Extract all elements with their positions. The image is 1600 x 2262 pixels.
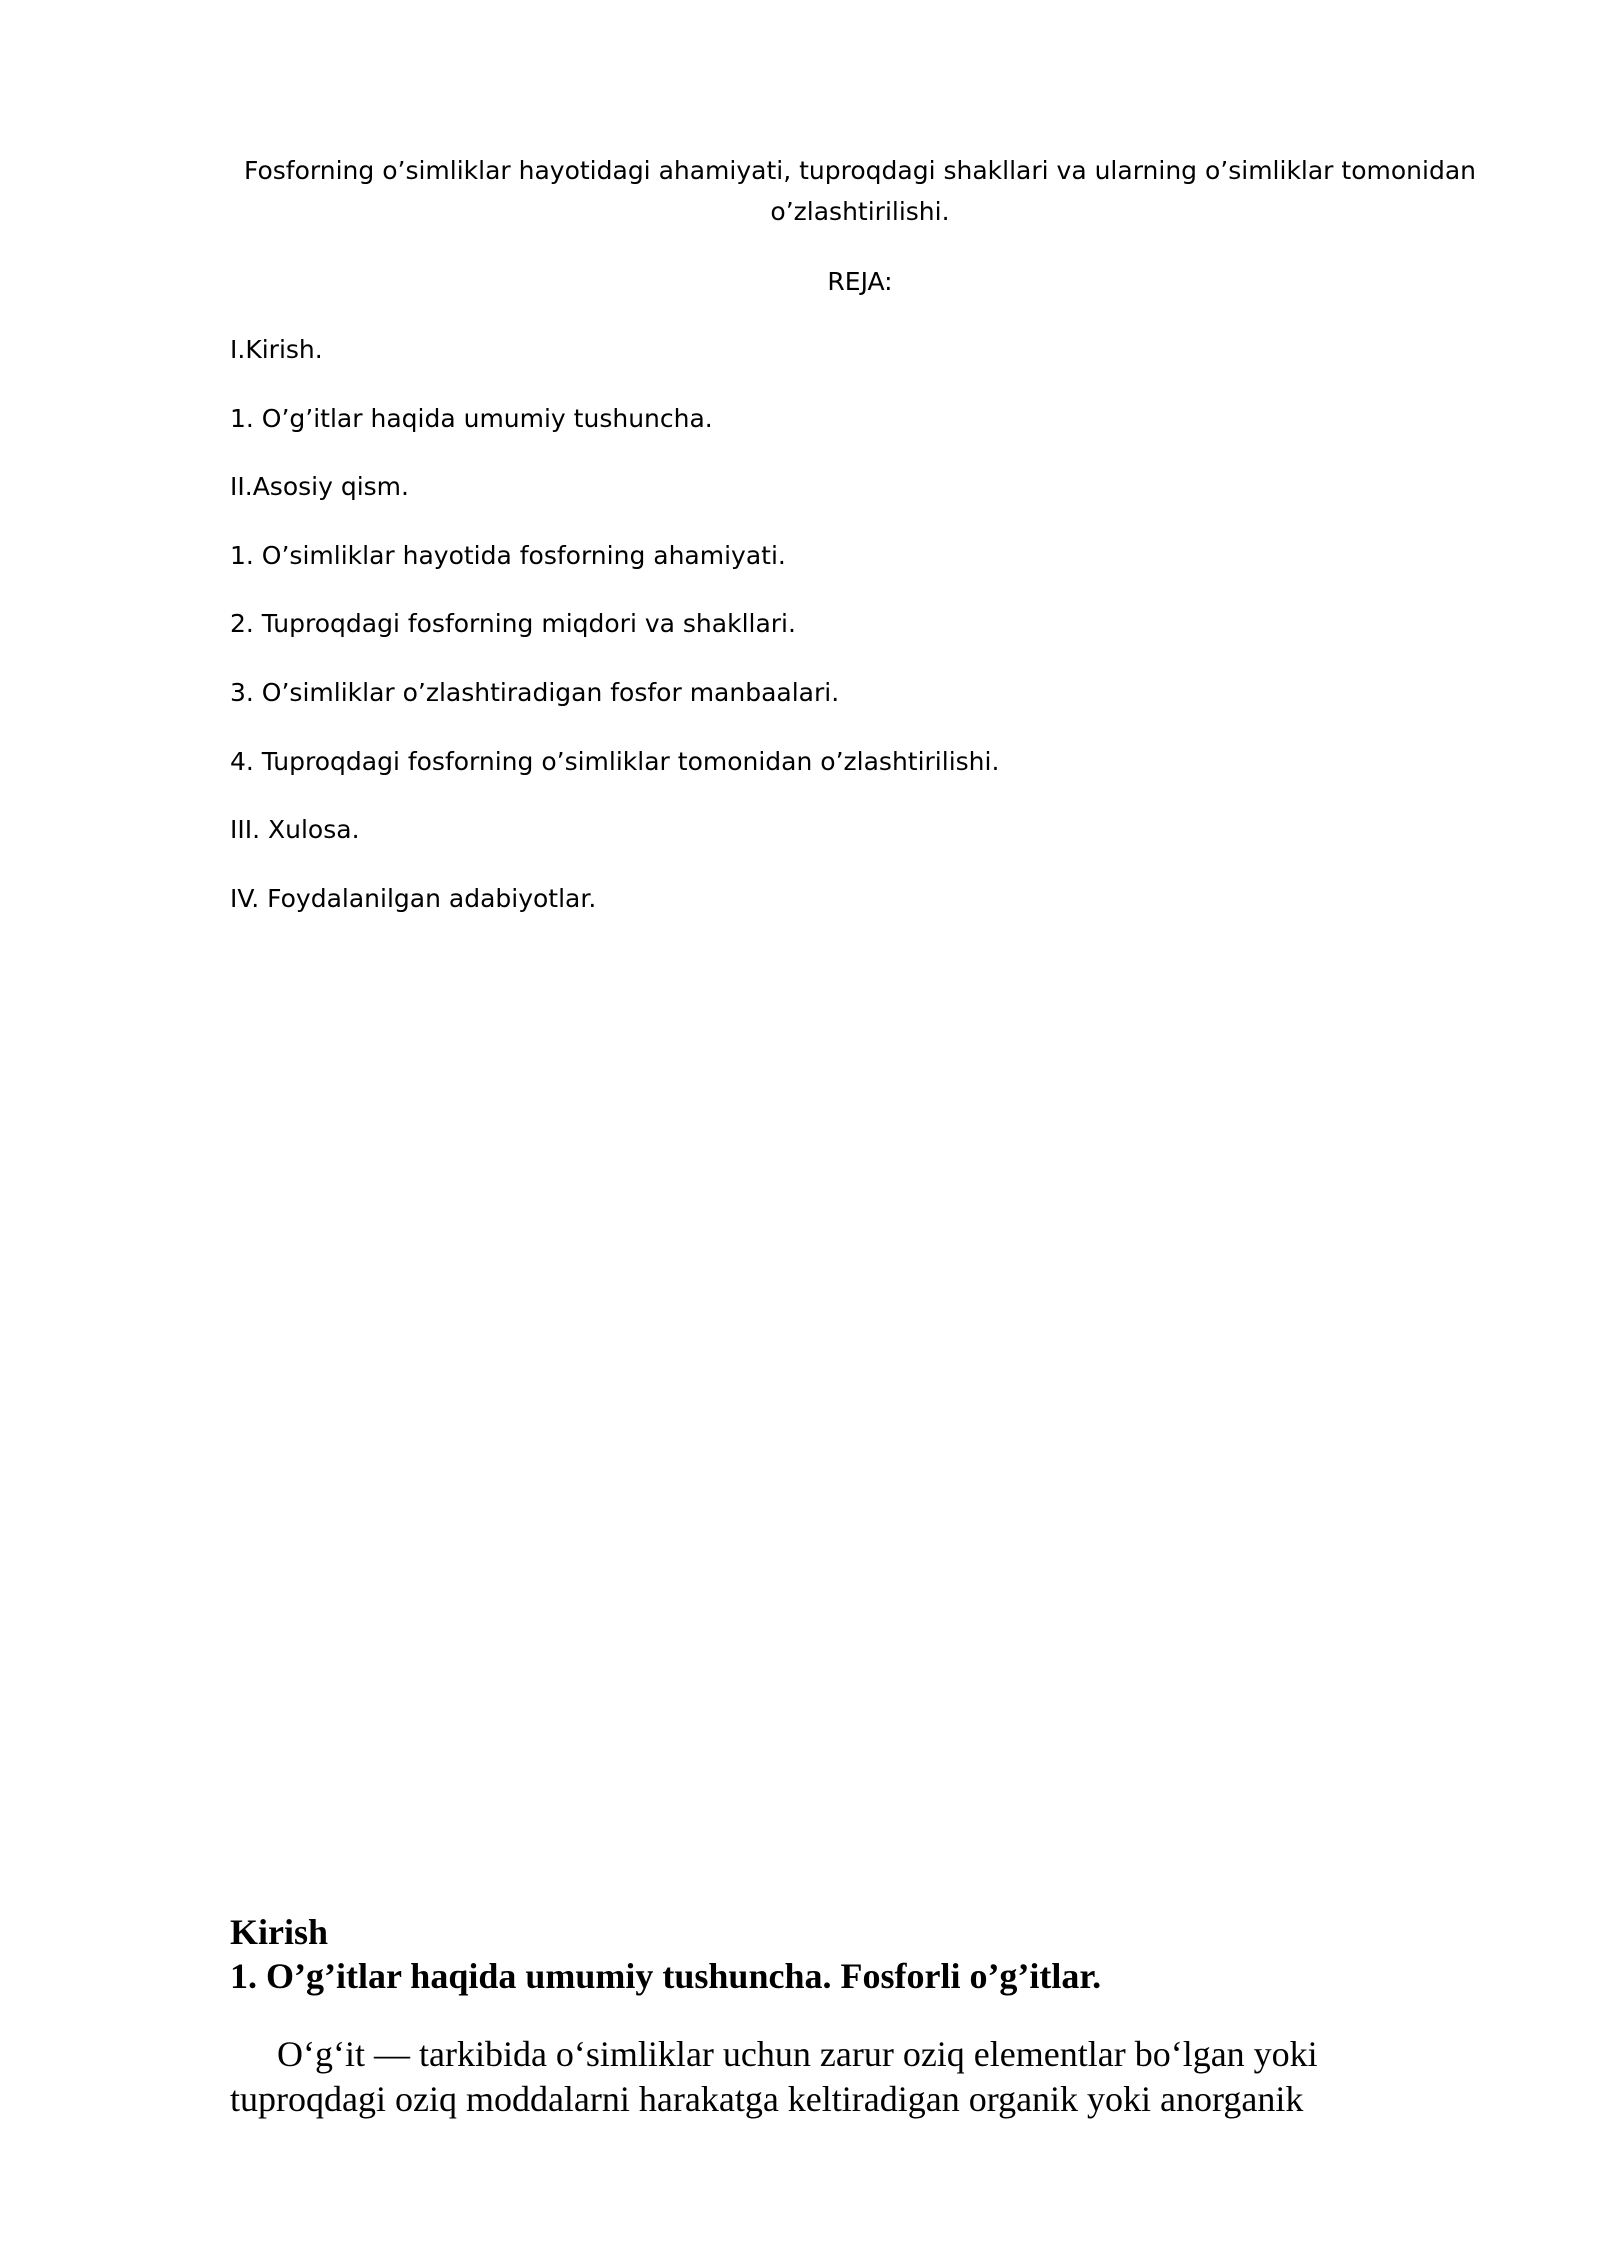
plan-item-intro-1: 1. O’g’itlar haqida umumiy tushuncha. (230, 403, 713, 433)
heading-section-1: 1. O’g’itlar haqida umumiy tushuncha. Fosforli o’g’itlar. (230, 1956, 1102, 1996)
heading-kirish: Kirish (230, 1912, 329, 1952)
plan-item-main-3: 3. O’simliklar o’zlashtiradigan fosfor manbaalari. (230, 677, 840, 707)
title-line-1: Fosforning o’simliklar hayotidagi ahamiyati, tuproqdagi shakllari va ularning o’simliklar tomonidan (244, 156, 1476, 185)
plan-list (230, 333, 1490, 950)
body-line-1: O‘g‘it — tarkibida o‘simliklar uchun zarur oziq elementlar bo‘lgan yoki (277, 2034, 1318, 2074)
title-line-2: o’zlashtirilishi. (770, 197, 950, 226)
document-title (230, 150, 1490, 232)
plan-item-main: II.Asosiy qism. (230, 472, 409, 502)
plan-item-conclusion: III. Xulosa. (230, 815, 360, 845)
plan-label: REJA: (827, 267, 893, 296)
plan-item-intro: I.Kirish. (230, 335, 323, 364)
plan-item-references: IV. Foydalanilgan adabiyotlar. (230, 883, 597, 913)
plan-item-main-4: 4. Tuproqdagi fosforning o’simliklar tomonidan o’zlashtirilishi. (230, 746, 1000, 776)
plan-item-main-1: 1. O’simliklar hayotida fosforning ahamiyati. (230, 540, 786, 570)
body-line-2: tuproqdagi oziq moddalarni harakatga keltiradigan organik yoki anorganik (230, 2079, 1304, 2119)
plan-item-main-2: 2. Tuproqdagi fosforning miqdori va shakllari. (230, 609, 796, 639)
body-paragraph (230, 2032, 1390, 2122)
